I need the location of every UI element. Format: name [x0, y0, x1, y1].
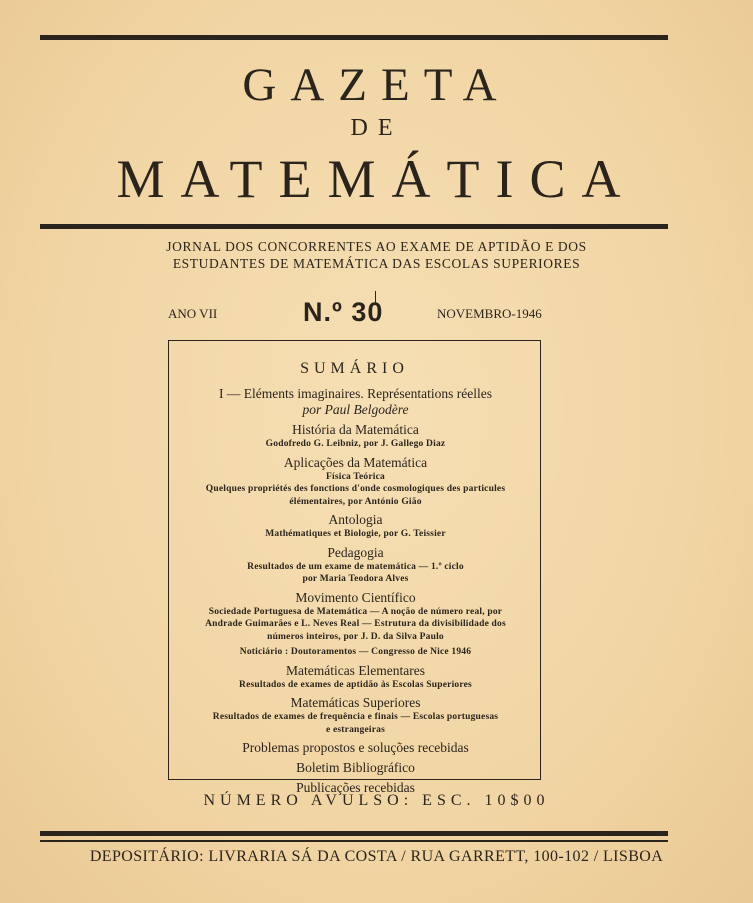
toc-entry: Sociedade Portuguesa de Matemática — A noção de número real, por [208, 606, 503, 617]
summary-title: SUMÁRIO [300, 360, 409, 377]
toc-heading: I — Eléments imaginaires. Représentations réelles [219, 386, 492, 401]
issue-date: NOVEMBRO-1946 [437, 306, 542, 321]
toc-section [188, 512, 523, 541]
masthead-bottom-rule [40, 224, 668, 229]
toc-entry: e estrangeiras [326, 724, 385, 735]
footer-rule-thick [40, 831, 668, 836]
toc-section [188, 590, 523, 659]
toc-section [188, 422, 523, 451]
masthead-de: DE [350, 115, 403, 141]
toc-heading-author: por Paul Belgodère [302, 402, 409, 417]
toc-entry: Quelques propriétés des fonctions d'onde cosmologiques des particules [205, 484, 506, 494]
toc-entry: Física Teórica [325, 471, 385, 482]
toc-entry: Noticiário : Doutoramentos — Congresso de Nice 1946 [239, 647, 472, 657]
toc-heading: História da Matemática [292, 422, 419, 437]
masthead-gazeta: GAZETA [242, 59, 511, 111]
toc-heading: Pedagogia [327, 544, 384, 560]
toc-section [188, 663, 523, 692]
toc-heading: Aplicações da Matemática [283, 454, 428, 470]
toc-heading: Problemas propostos e soluções recebidas [242, 740, 469, 755]
depositary-line: DEPOSITÁRIO: LIVRARIA SÁ DA COSTA / RUA GARRETT, 100-102 / LISBOA [89, 848, 664, 865]
subtitle-line-2: ESTUDANTES DE MATEMÁTICA DAS ESCOLAS SUPERIORES [172, 256, 581, 271]
issue-year: ANO VII [168, 306, 218, 321]
toc-entry: Resultados de exames de aptidão às Escolas Superiores [239, 679, 472, 690]
journal-subtitle [0, 238, 753, 272]
subtitle-line-1: JORNAL DOS CONCORRENTES AO EXAME DE APTIDÃO E DOS [166, 239, 587, 254]
toc-entry: números inteiros, por J. D. da Silva Paulo [267, 631, 444, 642]
toc-entry: Mathématiques et Biologie, por G. Teissier [265, 529, 446, 539]
toc-entry: Resultados de um exame de matemática — 1.º ciclo [247, 561, 464, 572]
toc-section [188, 455, 523, 509]
toc-entry: Godofredo G. Leibniz, por J. Gallego Diaz [265, 439, 446, 449]
issue-number: N.º 30 [303, 297, 384, 327]
toc-entry: Andrade Guimarães e L. Neves Real — Estrutura da divisibilidade dos [205, 619, 506, 629]
toc-heading: Boletim Bibliográfico [296, 760, 415, 775]
toc-heading: Matemáticas Superiores [290, 695, 421, 710]
toc-section [188, 386, 523, 418]
table-of-contents [188, 386, 523, 796]
toc-section [188, 695, 523, 736]
toc-heading: Matemáticas Elementares [285, 662, 426, 678]
toc-entry: por Maria Teodora Alves [302, 574, 409, 584]
masthead-matematica: MATEMÁTICA [116, 149, 637, 209]
toc-entry: Resultados de exames de frequência e finais — Escolas portuguesas [212, 712, 499, 722]
issue-price: NÚMERO AVULSO: ESC. 10$00 [203, 792, 550, 809]
footer-rule-thin [40, 840, 668, 842]
top-rule [40, 35, 668, 40]
toc-entry: élémentaires, por António Gião [289, 496, 422, 507]
toc-section [188, 545, 523, 586]
toc-heading: Antologia [328, 512, 383, 527]
toc-heading: Movimento Científico [295, 589, 416, 605]
toc-heading: Publicações recebidas [296, 780, 415, 795]
